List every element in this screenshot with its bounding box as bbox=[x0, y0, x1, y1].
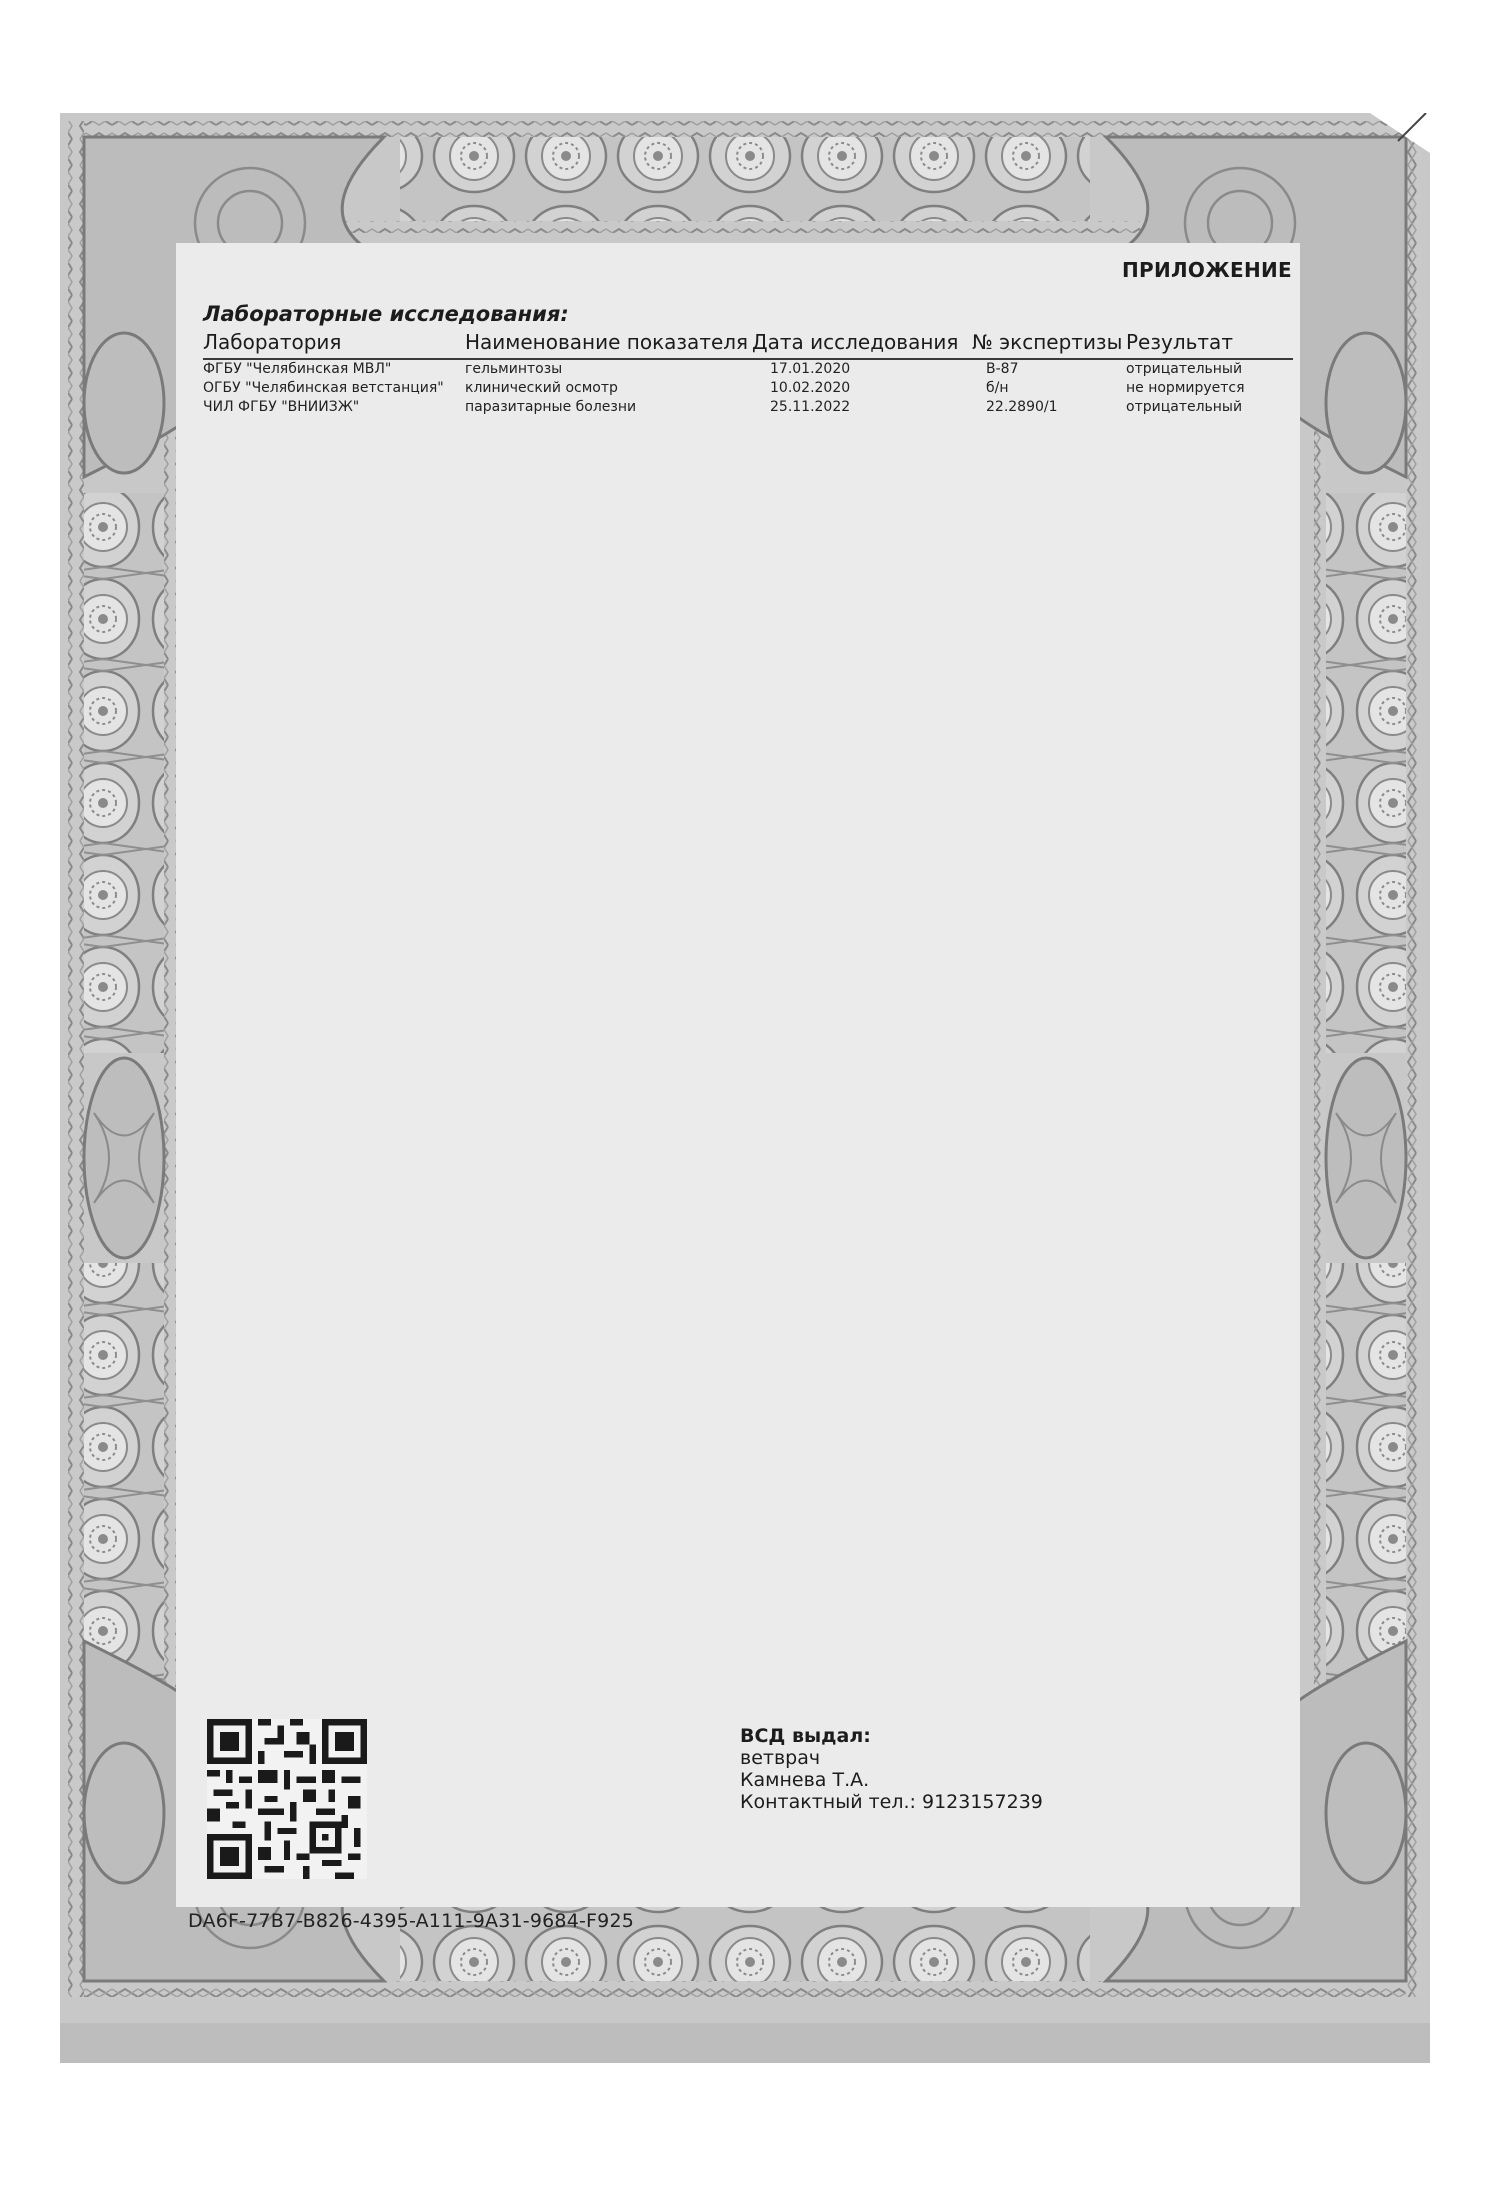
issuer-contact: Контактный тел.: 9123157239 bbox=[740, 1791, 1043, 1813]
table-row bbox=[203, 379, 1293, 398]
appendix-title: ПРИЛОЖЕНИЕ bbox=[1121, 258, 1292, 282]
cell-laboratory: ЧИЛ ФГБУ "ВНИИЗЖ" bbox=[203, 399, 360, 415]
cell-laboratory: ФГБУ "Челябинская МВЛ" bbox=[203, 361, 392, 377]
cell-laboratory: ОГБУ "Челябинская ветстанция" bbox=[203, 380, 444, 396]
issuer-position: ветврач bbox=[740, 1747, 821, 1769]
cell-result: отрицательный bbox=[1126, 399, 1243, 415]
issuer-title: ВСД выдал: bbox=[740, 1725, 871, 1747]
cell-date: 17.01.2020 bbox=[770, 361, 851, 377]
header-indicator: Наименование показателя bbox=[465, 330, 752, 359]
qr-code bbox=[207, 1719, 367, 1879]
cell-result: отрицательный bbox=[1126, 361, 1243, 377]
cell-indicator: гельминтозы bbox=[465, 361, 563, 377]
table-row bbox=[203, 359, 1293, 379]
issuer-block bbox=[740, 1725, 1043, 1813]
document-guid: DA6F-77B7-B826-4395-A111-9A31-9684-F925 bbox=[188, 1910, 635, 1932]
lab-results-table bbox=[203, 330, 1293, 417]
qr-code-image bbox=[207, 1719, 367, 1879]
header-expertise-number: № экспертизы bbox=[972, 330, 1126, 359]
cell-date: 25.11.2022 bbox=[770, 399, 851, 415]
lab-section-heading: Лабораторные исследования: bbox=[203, 302, 569, 326]
cell-expertise-number: б/н bbox=[986, 380, 1009, 396]
header-result: Результат bbox=[1126, 330, 1293, 359]
cell-indicator: клинический осмотр bbox=[465, 380, 618, 396]
issuer-name: Камнева Т.А. bbox=[740, 1769, 870, 1791]
cell-result: не нормируется bbox=[1126, 380, 1245, 396]
header-date: Дата исследования bbox=[752, 330, 972, 359]
cell-indicator: паразитарные болезни bbox=[465, 399, 637, 415]
cell-expertise-number: В-87 bbox=[986, 361, 1019, 377]
paper-panel bbox=[176, 243, 1300, 1907]
cell-expertise-number: 22.2890/1 bbox=[986, 399, 1058, 415]
table-header-row bbox=[203, 330, 1293, 359]
table-row bbox=[203, 398, 1293, 417]
header-laboratory: Лаборатория bbox=[203, 330, 465, 359]
cell-date: 10.02.2020 bbox=[770, 380, 851, 396]
